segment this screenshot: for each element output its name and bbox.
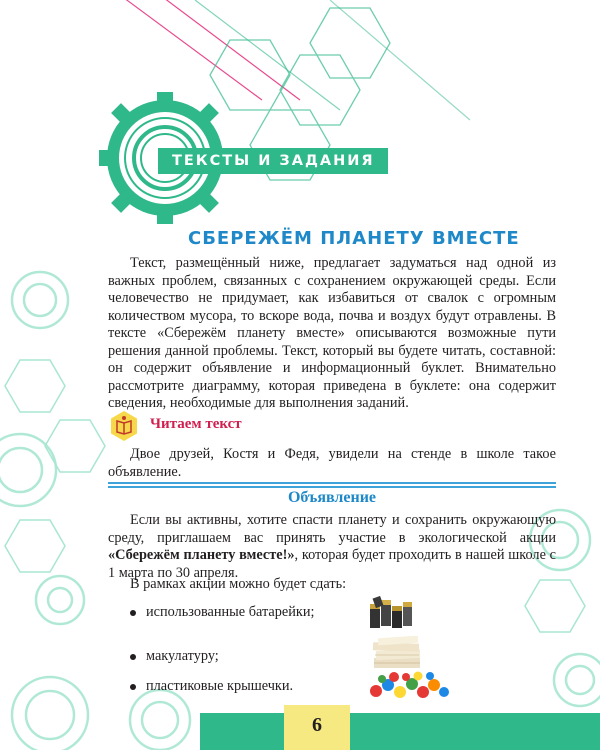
- campaign-name: «Сбережём планету вместе!»: [108, 547, 295, 563]
- reading-label: Читаем текст: [150, 416, 242, 432]
- list-item-label: использованные батарейки;: [146, 604, 315, 620]
- bullet-icon: [130, 654, 136, 660]
- plastic-caps-image: [368, 671, 450, 699]
- announcement-title: Объявление: [287, 489, 377, 506]
- submit-intro: В рамках акции можно будет сдать:: [130, 576, 347, 592]
- list-item: [130, 648, 219, 665]
- divider: [108, 482, 556, 484]
- reading-paragraph: Двое друзей, Костя и Федя, увидели на стенде в школе такое объявление.: [108, 446, 556, 480]
- bullet-icon: [130, 610, 136, 616]
- intro-paragraph: Текст, размещённый ниже, предлагает задуматься над одной из важных проблем, связанных с сохранением окружающей среды. Если человечество не придумает, как избавиться от свалок с огромным количеством мусора, то вскоре вода, почва и воздух будут отравлены. В тексте «Сбережём планету вместе» описываются возможные пути решения данной проблемы. Текст, который вы будете читать, составной: он содержит объявление и информационный буклет. Внимательно рассмотрите диаграмму, которая приведена в буклете: она содержит сведения, необходимые для выполнения заданий.: [108, 255, 556, 411]
- announcement-paragraph: [108, 512, 556, 582]
- page-title: СБЕРЕЖЁМ ПЛАНЕТУ ВМЕСТЕ: [188, 228, 520, 249]
- list-item: [130, 678, 293, 695]
- paper-stack-image: [372, 636, 422, 670]
- announcement-text-before: Если вы активны, хотите спасти планету и сохранить окружающую среду, приглашаем вас принять участие в экологической акции: [108, 512, 556, 546]
- section-banner: ТЕКСТЫ И ЗАДАНИЯ: [158, 148, 388, 174]
- book-reading-icon: [108, 410, 140, 442]
- list-item: [130, 604, 314, 621]
- list-item-label: пластиковые крышечки.: [146, 678, 294, 694]
- list-item-label: макулатуру;: [146, 648, 219, 664]
- divider: [108, 486, 556, 488]
- footer-bar: [200, 713, 600, 750]
- batteries-image: [368, 596, 414, 630]
- page-number: 6: [284, 705, 350, 750]
- bullet-icon: [130, 684, 136, 690]
- announcement-text-after: , которая будет проходить в нашей школе с 1 марта по 30 апреля.: [108, 547, 556, 581]
